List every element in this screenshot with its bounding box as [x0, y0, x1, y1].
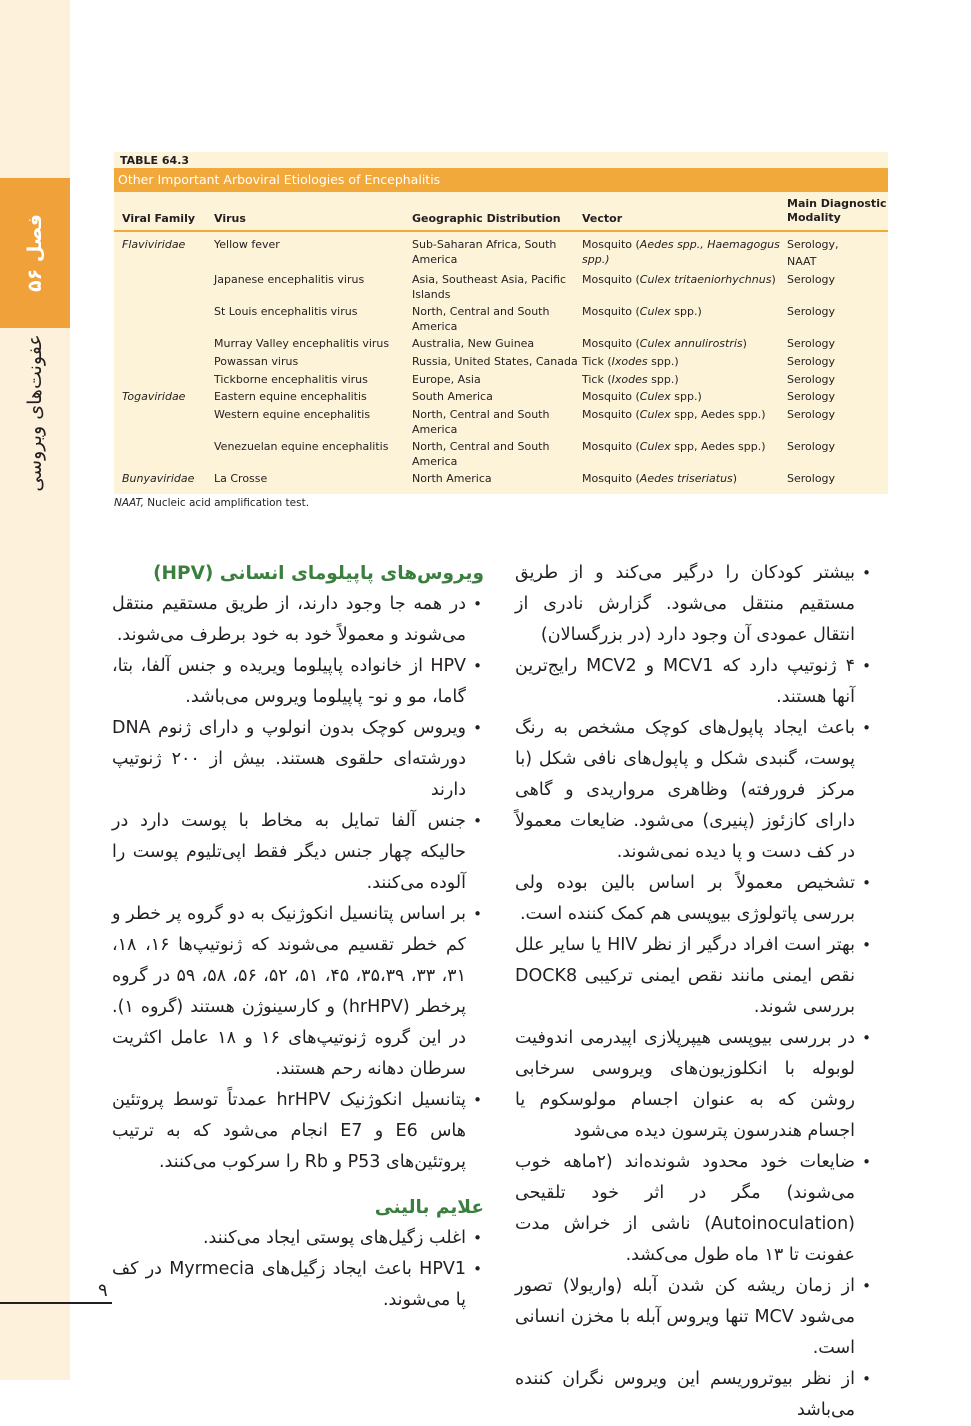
bullet-text: ویروس کوچک بدون انولوپ و دارای ژنوم DNA دورشته‌ای حلقوی هستند. بیش از ۲۰۰ ژنوتیپ دارند — [112, 718, 466, 800]
cell-modality: Serology — [787, 408, 836, 421]
vector-text: Mosquito ( — [582, 273, 640, 286]
left-column — [112, 558, 484, 1316]
bullet-text: تشخیص معمولاً بر اساس بالین بوده ولی بررسی پاتولوژی بیوپسی هم کمک کننده است. — [515, 873, 855, 924]
vector-text: Mosquito ( — [582, 472, 640, 485]
vector-text: Mosquito ( — [582, 390, 640, 403]
bullet-text: HPV1 باعث ایجاد زگیل‌های Myrmecia در کف پا می‌شوند. — [112, 1259, 466, 1310]
cell-geo-line1: Sub-Saharan Africa, South — [412, 238, 557, 251]
vector-species: Culex — [639, 390, 671, 403]
cell-virus: St Louis encephalitis virus — [214, 305, 358, 318]
bullet-text: HPV از خانواده پاپیلوما ویریده و جنس آلفا، بتا، گاما، مو و نو- پاپیلوما ویروس می‌باشد. — [112, 656, 466, 707]
vector-text-end: spp.) — [670, 305, 702, 318]
cell-modality: Serology — [787, 273, 836, 286]
cell-vector — [582, 390, 702, 405]
bullet-text: ضایعات خود محدود شونده‌اند (۲ماهه خوب می‌شوند) مگر در اثر خود تلقیحی (Autoinoculation) ناشی از خراش مدت عفونت تا ۱۳ ماه طول می‌کشد. — [515, 1152, 855, 1265]
bullet-icon: • — [862, 719, 871, 737]
cell-geo-line1: North America — [412, 472, 492, 485]
vector-species: Culex tritaeniorhychnus — [639, 273, 772, 286]
vector-text: Mosquito ( — [582, 305, 640, 318]
molluscum-bullet — [515, 1147, 873, 1271]
molluscum-bullet — [515, 868, 873, 930]
bullet-icon: • — [862, 1153, 871, 1171]
cell-virus: Yellow fever — [214, 238, 280, 251]
bullet-text: در بررسی بیوپسی هیپرپلازی اپیدرمی اندوفیت لوبوله با انکلوزیون‌های ویروسی سرخابی روشن که به عنوان اجسام مولوسکوم یا اجسام هندرسون پترسون دیده می‌شود — [515, 1028, 855, 1141]
cell-modality: Serology — [787, 355, 836, 368]
vector-text-end: ) — [732, 472, 738, 485]
bullet-text: پتانسیل انکوژنیک hrHPV عمدتاً توسط پروتئین هاس E6 و E7 انجام می‌شود که به ترتیب پروتئین‌های P53 و Rb را سرکوب می‌کنند. — [112, 1090, 466, 1172]
cell-vector — [582, 408, 766, 423]
bullet-text: اغلب زگیل‌های پوستی ایجاد می‌کنند. — [202, 1228, 466, 1248]
cell-virus: Western equine encephalitis — [214, 408, 371, 421]
table-number: TABLE 64.3 — [120, 154, 190, 167]
cell-modality: Serology — [787, 373, 836, 386]
hpv-bullet — [112, 806, 484, 899]
table-title: Other Important Arboviral Etiologies of Encephalitis — [114, 168, 888, 192]
vector-text-end: ) — [742, 337, 747, 350]
bullet-icon: • — [473, 905, 482, 923]
vector-text: Tick ( — [582, 355, 612, 368]
cell-geo-line2: America — [412, 320, 458, 333]
vector-text-end: spp, Aedes spp.) — [670, 440, 766, 453]
right-bullet-list — [515, 558, 873, 1426]
cell-virus: Japanese encephalitis virus — [214, 273, 365, 286]
vector-species: Culex annulirostris — [639, 337, 743, 350]
cell-virus: Eastern equine encephalitis — [214, 390, 367, 403]
hpv-bullet — [112, 589, 484, 651]
cell-virus: Powassan virus — [214, 355, 299, 368]
cell-geo-line1: North, Central and South — [412, 440, 550, 453]
bullet-text: بر اساس پتانسیل انکوژنیک به دو گروه پر خطر و کم خطر تقسیم می‌شوند که ژنوتیپ‌ها ۱۶، ۱۸، ۳۱، ۳۳، ۳۵،۳۹، ۴۵، ۵۱، ۵۲، ۵۶، ۵۸، ۵۹ در گروه پرخطر (hrHPV) و کارسینوژن هستند (گروه ۱). در این گروه ژنوتیپ‌های ۱۶ و ۱۸ عامل اکثریت سرطان دهانه رحم هستند. — [112, 904, 467, 1079]
section-heading-clinical-signs: علایم بالینی — [374, 1197, 484, 1218]
vector-text-end: spp.) — [647, 355, 679, 368]
cell-viral-family: Flaviviridae — [122, 238, 186, 251]
cell-geo-line2: America — [412, 253, 458, 266]
cell-geo-line1: Australia, New Guinea — [412, 337, 535, 350]
bullet-icon: • — [473, 1229, 482, 1247]
bullet-icon: • — [473, 657, 482, 675]
vector-text-end: spp.) — [647, 373, 679, 386]
cell-vector-line2: spp.) — [582, 253, 610, 266]
header-virus: Virus — [214, 212, 246, 225]
vector-text: Mosquito ( — [582, 440, 640, 453]
molluscum-bullet — [515, 713, 873, 868]
header-geographic-distribution: Geographic Distribution — [412, 212, 561, 225]
cell-vector — [582, 355, 679, 370]
vector-text: Mosquito ( — [582, 238, 640, 251]
molluscum-bullet — [515, 1023, 873, 1147]
cell-geo-line2: America — [412, 455, 458, 468]
bullet-icon: • — [473, 719, 482, 737]
bullet-text: از زمان ریشه کن شدن آبله (واریولا) تصور می‌شود MCV تنها ویروس آبله با مخزن انسانی است. — [515, 1276, 855, 1358]
bullet-icon: • — [473, 1091, 482, 1109]
chapter-label: فصل ۵۶ — [24, 214, 46, 292]
cell-vector — [582, 337, 747, 352]
cell-modality: Serology — [787, 337, 836, 350]
cell-geo-line1: Europe, Asia — [412, 373, 481, 386]
bullet-text: در همه جا وجود دارند، از طریق مستقیم منتقل می‌شوند و معمولاً خود به خود برطرف می‌شوند. — [112, 594, 466, 645]
section-heading-hpv: ویروس‌های پاپیلومای انسانی (HPV) — [153, 563, 484, 584]
cell-vector — [582, 238, 780, 253]
bullet-icon: • — [862, 657, 871, 675]
clinical-bullet — [112, 1254, 484, 1316]
bullet-text: ۴ ژنوتیپ دارد که MCV1 و MCV2 رایج‌ترین آنها هستند. — [515, 656, 856, 707]
page-rule — [0, 1302, 112, 1304]
bullet-icon: • — [862, 936, 871, 954]
bullet-icon: • — [862, 564, 871, 582]
cell-virus: Venezuelan equine encephalitis — [214, 440, 389, 453]
bullet-icon: • — [862, 1370, 871, 1388]
footnote-text: Nucleic acid amplification test. — [143, 497, 310, 509]
header-modality-line2: Modality — [787, 211, 841, 224]
arbovirus-table — [114, 152, 888, 494]
vector-species: Culex — [639, 408, 671, 421]
cell-modality: Serology — [787, 440, 836, 453]
cell-modality: Serology — [787, 390, 836, 403]
vector-text: Mosquito ( — [582, 408, 640, 421]
clinical-bullet — [112, 1223, 484, 1254]
bullet-icon: • — [862, 1029, 871, 1047]
vector-text-end: spp.) — [670, 390, 702, 403]
bullet-text: بیشتر کودکان را درگیر می‌کند و از طریق مستقیم منتقل می‌شود. گزارش نادری از انتقال عمودی آن وجود دارد (در بزرگسالان) — [515, 563, 855, 645]
header-vector: Vector — [582, 212, 623, 225]
cell-modality: Serology, — [787, 238, 839, 251]
cell-virus: La Crosse — [214, 472, 268, 485]
bullet-text: بهتر است افراد درگیر از نظر HIV یا سایر علل نقص ایمنی مانند نقص ایمنی ترکیبی DOCK8 بررسی شوند. — [515, 935, 855, 1017]
bullet-icon: • — [473, 595, 482, 613]
hpv-bullet — [112, 713, 484, 806]
bullet-icon: • — [473, 1260, 482, 1278]
vector-text-end: ) — [771, 273, 776, 286]
cell-modality-line2: NAAT — [787, 255, 817, 268]
vector-text: Tick ( — [582, 373, 612, 386]
right-column — [515, 558, 873, 1426]
vector-text-end: spp, Aedes spp.) — [670, 408, 766, 421]
cell-vector — [582, 305, 702, 320]
cell-vector — [582, 273, 776, 288]
bullet-icon: • — [862, 1277, 871, 1295]
header-viral-family: Viral Family — [122, 212, 196, 225]
molluscum-bullet — [515, 558, 873, 651]
bullet-text: جنس آلفا تمایل به مخاط با پوست دارد در حالیکه چهار جنس دیگر فقط اپی‌تلیوم پوست را آلوده می‌کنند. — [112, 811, 466, 893]
cell-vector — [582, 472, 737, 487]
vector-text: Mosquito ( — [582, 337, 640, 350]
page-number: ۹ — [98, 1280, 108, 1301]
cell-viral-family: Togaviridae — [122, 390, 186, 403]
hpv-bullet — [112, 1085, 484, 1178]
vector-species: Ixodes — [611, 373, 648, 386]
cell-geo-line1: North, Central and South — [412, 305, 550, 318]
cell-virus: Tickborne encephalitis virus — [214, 373, 368, 386]
cell-geo-line2: America — [412, 423, 458, 436]
cell-vector — [582, 373, 679, 388]
hpv-bullet — [112, 651, 484, 713]
hpv-bullet — [112, 899, 484, 1085]
cell-virus: Murray Valley encephalitis virus — [214, 337, 390, 350]
molluscum-bullet — [515, 1364, 873, 1426]
bullet-text: باعث ایجاد پاپول‌های کوچک مشخص به رنگ پوست، گنبدی شکل و پاپول‌های نافی شکل (با مرکز فرورفته) وظاهری مرواریدی و گاهی دارای کازئوز (پنیری) می‌شود. ضایعات معمولاً در کف دست و پا دیده نمی‌شوند. — [515, 718, 855, 862]
vector-species: Ixodes — [611, 355, 648, 368]
cell-geo-line1: Russia, United States, Canada — [412, 355, 578, 368]
bullet-text: از نظر بیوتروریسم این ویروس نگران کننده می‌باشد — [515, 1369, 855, 1420]
vector-species: Culex — [639, 305, 671, 318]
cell-modality: Serology — [787, 472, 836, 485]
cell-vector — [582, 440, 766, 455]
bullet-icon: • — [473, 812, 482, 830]
cell-modality: Serology — [787, 305, 836, 318]
molluscum-bullet — [515, 651, 873, 713]
chapter-title: عفونت‌های ویروسی — [24, 334, 46, 492]
header-modality-line1: Main Diagnostic — [787, 197, 887, 210]
vector-species: Aedes spp., Haemagogus — [639, 238, 780, 251]
table-footnote — [114, 497, 309, 509]
clinical-bullet-list — [112, 1223, 484, 1316]
vector-species: Aedes triseriatus — [639, 472, 733, 485]
vector-species: Culex — [639, 440, 671, 453]
cell-geo-line1: Asia, Southeast Asia, Pacific — [412, 273, 567, 286]
cell-geo-line1: North, Central and South — [412, 408, 550, 421]
table-header-row — [114, 192, 888, 232]
molluscum-bullet — [515, 930, 873, 1023]
hpv-bullet-list — [112, 589, 484, 1178]
cell-viral-family: Bunyaviridae — [122, 472, 195, 485]
bullet-icon: • — [862, 874, 871, 892]
cell-geo-line2: Islands — [412, 288, 451, 301]
molluscum-bullet — [515, 1271, 873, 1364]
cell-geo-line1: South America — [412, 390, 493, 403]
footnote-abbr: NAAT, — [114, 497, 144, 509]
